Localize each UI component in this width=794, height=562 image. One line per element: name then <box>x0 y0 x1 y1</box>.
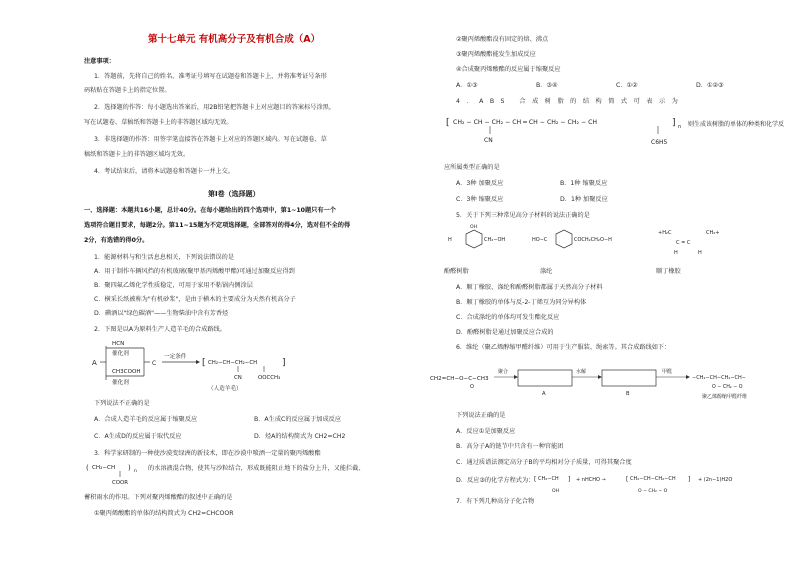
svg-text:COOR: COOR <box>112 480 128 486</box>
svg-text:HO−C: HO−C <box>532 237 548 243</box>
q4-choice-c: C．3种 缩聚反应 <box>456 196 504 203</box>
q5-option-d: D．酚醛树脂是通过加聚反应合成的 <box>456 329 554 336</box>
q2-option-d: D．烃A的结构简式为 CH2=CH2 <box>254 433 346 440</box>
svg-text:O − CH₂ − O: O − CH₂ − O <box>712 385 743 390</box>
q5-option-b: B．顺丁橡胶的单体与反-2-丁烯互为同分异构体 <box>456 299 587 306</box>
svg-text:HCN: HCN <box>112 341 125 347</box>
q6-ask: 下列说法正确的是 <box>456 412 506 419</box>
svg-text:+ nHCHO →: + nHCHO → <box>576 477 606 483</box>
q1-option-c: C．横采长纸被称为"有机砂浆"，是由于横木的主要成分为天然有机高分子 <box>94 296 296 303</box>
svg-text:CH₂−CH: CH₂−CH <box>538 476 559 482</box>
q3-option-4: ④合成聚丙烯酸酯的反应属于缩聚反应 <box>456 66 561 73</box>
q6-option-c: C．通过质谱法测定高分子B的平均相对分子质量，可得其聚合度 <box>456 459 632 466</box>
q5-name-rubber: 顺丁橡胶 <box>656 268 681 275</box>
svg-text:−CH₂−CH−CH₂−CH−: −CH₂−CH−CH₂−CH− <box>692 375 746 381</box>
q6-option-d: D．反应③的化学方程式为： <box>456 477 535 484</box>
section-intro: 选项符合题目要求，每题2分。第11~15题为不定项选择题，全部答对的得4分，选对但不全的得 <box>84 222 351 229</box>
note-line: 4．考试结束后，请将本试题卷和答题卡一并上交。 <box>94 168 235 175</box>
section-intro: 一、选择题：本题共16小题，总计40分。在每小题给出的四个选项中，第1~10题只有一个 <box>84 207 336 214</box>
svg-text:CH3COOH: CH3COOH <box>112 369 141 375</box>
q5-name-polyester: 涤纶 <box>540 268 553 275</box>
svg-text:+ (2n−1)H2O: + (2n−1)H2O <box>698 477 733 483</box>
note-line: 3．非选择题的作答：用签字笔直接答在答题卡上对应的答题区域内。写在试题卷、草 <box>94 136 327 143</box>
note-line: 稿纸和答题卡上的非答题区域均无效。 <box>84 151 190 158</box>
q2-synthesis-diagram <box>88 338 288 394</box>
svg-text:催化剂: 催化剂 <box>112 380 129 386</box>
q4-choice-a: A．3种 加聚反应 <box>456 180 504 187</box>
q5-option-c: C．合成涤纶的单体均可发生酯化反应 <box>456 314 560 321</box>
q5-stem: 5．关于下列三种常见高分子材料的说法正确的是 <box>456 212 590 219</box>
note-line: 码粘贴在答题卡上的指定位置。 <box>84 87 171 94</box>
svg-text:OH: OH <box>552 489 560 494</box>
svg-text:水解: 水解 <box>576 369 587 375</box>
q5-polymer-structures <box>444 222 744 264</box>
svg-text:聚乙烯醇缩甲醛纤维: 聚乙烯醇缩甲醛纤维 <box>702 394 748 400</box>
q6-option-a: A．反应①是加聚反应 <box>456 428 516 435</box>
q4-ask: 应所属类型正确的是 <box>444 164 500 171</box>
svg-text:CH₂−OH: CH₂−OH <box>484 237 506 243</box>
q4-abs-structure <box>444 110 784 156</box>
svg-text:]: ] <box>688 476 691 483</box>
q3-option-1: ①聚丙烯酸酯的单体的结构简式为 CH2=CHCOOR <box>94 510 234 517</box>
svg-text:[: [ <box>626 476 629 483</box>
q2-option-c: C．A生成D的反应属于取代反应 <box>94 433 182 440</box>
note-line: 2．选择题的作答：每小题选出答案后，用2B铅笔把答题卡上对应题目的答案标号涂黑， <box>94 104 336 111</box>
q7-stem: 7．有下列几种高分子化合物 <box>456 498 535 505</box>
svg-text:CH2=CH−O−C−CH3: CH2=CH−O−C−CH3 <box>430 376 489 382</box>
svg-text:CH₂−CH−CH₂−CH: CH₂−CH−CH₂−CH <box>630 476 676 482</box>
q6-option-b: B．高分子A的链节中只含有一种官能团 <box>456 443 564 450</box>
q2-ask: 下列说法不正确的是 <box>94 400 150 407</box>
svg-text:则生成该树脂的单体的种类和化学反: 则生成该树脂的单体的种类和化学反 <box>688 121 784 128</box>
section-intro: 2分，有选错的得0分。 <box>84 237 149 244</box>
svg-text:OH: OH <box>470 225 478 230</box>
svg-text:B: B <box>626 391 630 397</box>
svg-text:一定条件: 一定条件 <box>164 354 187 360</box>
q5-name-phenolic: 酚醛树脂 <box>444 268 469 275</box>
svg-text:): ) <box>128 464 131 472</box>
page-title: 第十七单元 有机高分子及有机合成（A） <box>148 34 321 45</box>
svg-text:C = C: C = C <box>676 240 691 246</box>
svg-text:A: A <box>542 391 546 397</box>
svg-text:]: ] <box>568 476 571 483</box>
q3-stem-line: 3．科学家研制的一种使沙漠变绿洲的新技术，即在沙漠中喷洒一定量的聚丙烯酸酯 <box>94 450 321 457</box>
q3-option-3: ③聚丙烯酸酯能发生加成反应 <box>456 51 536 58</box>
q4-stem: 4．ABS 合成树脂的结构简式可表示为 <box>456 98 685 105</box>
q3-stem-line: 的水溶液混合物，使其与沙粒结合，形成既能阻止地下的盐分上升，又能拦截、 <box>148 465 365 472</box>
q1-option-a: A．用于制作车辆风挡的有机玻璃(聚甲基丙烯酸甲酯)可通过加聚反应得到 <box>94 268 295 275</box>
svg-text:甲醛: 甲醛 <box>662 369 673 375</box>
svg-text:聚合: 聚合 <box>498 369 509 375</box>
svg-text:CH₂−CH: CH₂−CH <box>92 465 116 471</box>
svg-text:O: O <box>470 384 474 390</box>
q6-synthesis-diagram <box>430 358 780 402</box>
svg-text:[: [ <box>446 118 450 128</box>
q3-choice-b: B．③④ <box>536 82 558 89</box>
q3-choice-d: D．①②③ <box>696 82 724 89</box>
q2-option-a: A．合成人造羊毛的反应属于缩聚反应 <box>94 416 198 423</box>
svg-text:催化剂: 催化剂 <box>112 351 129 357</box>
section-heading: 第Ⅰ卷（选择题） <box>208 190 260 198</box>
svg-text:[: [ <box>534 476 537 483</box>
svg-text:H: H <box>448 237 452 243</box>
q3-option-2: ②聚丙烯酸酯没有固定的熔、沸点 <box>456 36 549 43</box>
svg-text:(: ( <box>86 464 89 472</box>
q3-stem-line: 蓄积雨水的作用。下列对聚丙烯酸酯的叙述中正确的是 <box>84 494 233 501</box>
q6-equation <box>534 470 786 496</box>
svg-text:]: ] <box>282 358 286 368</box>
svg-text:CH₂+: CH₂+ <box>706 230 720 236</box>
q1-option-d: D．碘酒以"绿色碳酒"——生物柴油中含有芳香烃 <box>94 310 229 317</box>
svg-text:OOCCH₃: OOCCH₃ <box>258 375 281 381</box>
q2-option-b: B．A生成C的反应属于加成反应 <box>254 416 342 423</box>
note-line: 1．答题前，先将自己的姓名、准考证号填写在试题卷和答题卡上，并将准考证号条形 <box>94 73 327 80</box>
q5-option-a: A．顺丁橡胶、涤纶和酚醛树脂都属于天然高分子材料 <box>456 284 603 291</box>
svg-text:A: A <box>92 359 97 367</box>
q6-stem: 6．维纶（聚乙烯醇缩甲醛纤维）可用于生产服装、绳索等。其合成路线如下： <box>456 344 671 351</box>
q3-choice-c: C．①② <box>616 82 638 89</box>
svg-text:[: [ <box>202 358 206 368</box>
svg-text:]: ] <box>672 118 676 128</box>
note-line: 写在试题卷、草稿纸和答题卡上的非答题区域均无效。 <box>84 119 233 126</box>
q1-option-b: B．聚四氟乙烯化学性质稳定，可用于家用不粘锅内侧涂层 <box>94 282 253 289</box>
q3-polymer-structure <box>84 460 148 486</box>
svg-text:C6H5: C6H5 <box>651 139 668 146</box>
svg-text:（人造羊毛）: （人造羊毛） <box>208 386 242 392</box>
svg-text:H: H <box>698 250 702 256</box>
svg-text:CN: CN <box>484 137 493 144</box>
q2-stem: 2．下图是以A为原料生产人造羊毛的合成路线。 <box>94 326 226 333</box>
svg-text:H: H <box>674 250 678 256</box>
svg-text:COCH₂CH₂O−H: COCH₂CH₂O−H <box>574 237 612 243</box>
svg-text:CN: CN <box>234 375 242 381</box>
svg-text:+H₂C: +H₂C <box>658 230 672 236</box>
svg-text:CH₂−CH−CH₂−CH: CH₂−CH−CH₂−CH <box>208 360 258 366</box>
svg-text:n: n <box>134 469 137 474</box>
q4-choice-d: D．1种 加聚反应 <box>560 196 608 203</box>
svg-text:C: C <box>152 360 157 367</box>
notes-heading: 注意事项： <box>84 58 115 65</box>
svg-text:CH₂ − CH − CH₂ − CH ═ CH − CH₂: CH₂ − CH − CH₂ − CH ═ CH − CH₂ − CH₂ − CH <box>453 119 598 126</box>
q3-choice-a: A．①③ <box>456 82 478 89</box>
svg-text:n: n <box>678 124 682 130</box>
svg-text:O − CH₂ − O: O − CH₂ − O <box>638 489 668 494</box>
q1-stem: 1．能源材料与和生活息息相关，下列说法错误的是 <box>94 254 235 261</box>
q4-choice-b: B．1种 缩聚反应 <box>560 180 608 187</box>
